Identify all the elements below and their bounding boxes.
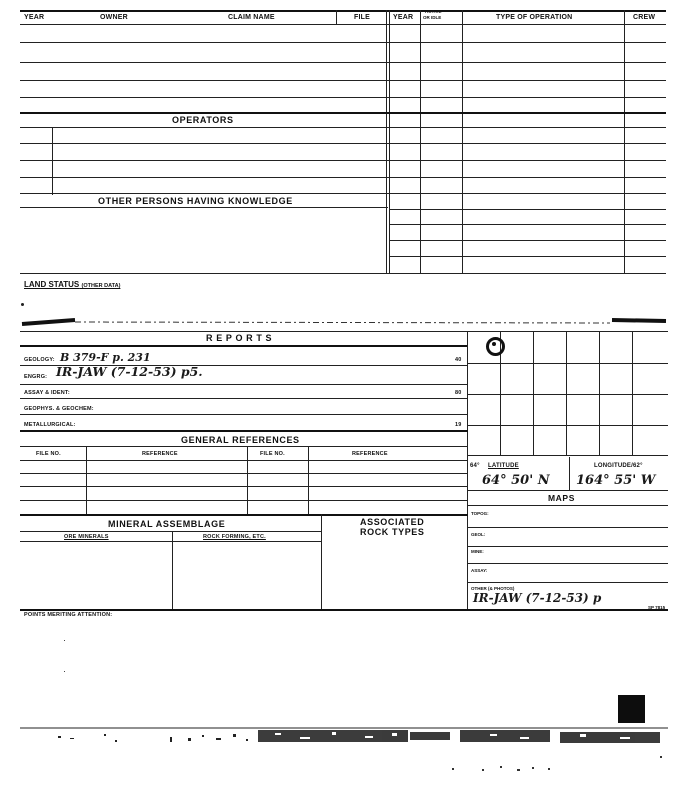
row-line [20, 398, 468, 399]
rock-forming-label: ROCK FORMING, ETC. [203, 534, 266, 540]
geology-num: 40 [455, 357, 462, 363]
circle-mark [486, 337, 505, 356]
ref-file-no-1: FILE NO. [36, 451, 61, 457]
other-persons-title: OTHER PERSONS HAVING KNOWLEDGE [98, 196, 293, 206]
sep [386, 10, 387, 274]
land-status-label [24, 281, 120, 290]
lat-prefix: 64° [470, 463, 480, 469]
row-line [20, 446, 468, 447]
maps-other-value: IR-JAW (7-12-53) p [473, 591, 602, 605]
header-type-of-operation: TYPE OF OPERATION [496, 14, 573, 21]
land-status-text: LAND STATUS [24, 280, 80, 289]
reports-title: R E P O R T S [206, 333, 273, 343]
engrg-value: IR-JAW (7-12-53) p5. [56, 364, 203, 379]
header-or-idle: OR IDLE [423, 15, 442, 20]
sep [624, 10, 625, 274]
geophys-label: GEOPHYS. & GEOCHEM: [24, 406, 94, 412]
circle-dot [492, 342, 496, 346]
assay-num: 80 [455, 390, 462, 396]
header-rule [20, 24, 666, 25]
row-line [389, 209, 666, 210]
row-line [20, 430, 468, 432]
geology-value: B 379-F p. 231 [60, 351, 151, 364]
ref-reference-2: REFERENCE [352, 451, 388, 457]
row-line [467, 363, 668, 364]
row-line [20, 112, 666, 114]
metallurgical-label: METALLURGICAL: [24, 422, 76, 428]
header-claim-name: CLAIM NAME [228, 14, 275, 21]
header-owner: OWNER [100, 14, 128, 21]
engrg-label: ENGRG: [24, 374, 48, 380]
row-line [20, 273, 666, 274]
row-line [20, 127, 666, 128]
row-line [389, 224, 666, 225]
row-line [20, 193, 666, 194]
row-line [467, 455, 668, 456]
sep [247, 446, 248, 514]
row-line [20, 460, 468, 461]
row-line [20, 80, 666, 81]
maps-topog: TOPOG: [471, 511, 489, 516]
row-line [20, 384, 468, 385]
row-line [20, 207, 388, 208]
row-line [20, 160, 666, 161]
mineral-assemblage-title: MINERAL ASSEMBLAGE [108, 519, 226, 529]
latitude-label: LATITUDE [488, 463, 519, 469]
ore-minerals-label: ORE MINERALS [64, 534, 109, 540]
sep [86, 446, 87, 514]
row-line [20, 177, 666, 178]
speck [64, 671, 65, 672]
bottom-scan-noise [20, 718, 668, 774]
latitude-value: 64° 50' N [482, 473, 550, 488]
row-line [467, 425, 668, 426]
row-line [20, 514, 468, 516]
associated-label: ASSOCIATED [360, 517, 425, 527]
assay-label: ASSAY & IDENT: [24, 390, 70, 396]
row-line [467, 582, 668, 583]
sep [172, 531, 173, 609]
header-active: ACTIVE [425, 9, 442, 14]
longitude-value: 164° 55' W [576, 473, 656, 488]
rock-types-label: ROCK TYPES [360, 527, 425, 537]
sep [321, 514, 322, 609]
row-line [20, 531, 321, 532]
row-line [20, 97, 666, 98]
row-line [467, 490, 668, 491]
maps-assay: ASSAY: [471, 568, 488, 573]
form-number: SP 7815 [648, 605, 666, 610]
geology-label: GEOLOGY: [24, 357, 55, 363]
header-file: FILE [354, 14, 370, 21]
row-line [467, 527, 668, 528]
operators-title: OPERATORS [172, 115, 234, 125]
row-line [467, 394, 668, 395]
row-line [20, 143, 666, 144]
row-line [20, 541, 321, 542]
top-rule [20, 10, 666, 12]
row-line [20, 609, 668, 611]
maps-other-label: OTHER (& PHOTOS) [471, 586, 515, 591]
sep [336, 10, 337, 24]
sep [533, 331, 534, 455]
sep [467, 331, 468, 610]
sep [632, 331, 633, 455]
reports-top-scribble [20, 316, 668, 330]
header-year-2: YEAR [393, 14, 414, 21]
row-line [467, 563, 668, 564]
sep [462, 10, 463, 274]
maps-mine: MINE: [471, 549, 484, 554]
row-line [20, 345, 468, 347]
maps-title: MAPS [548, 493, 575, 503]
points-meriting-attention: POINTS MERITING ATTENTION: [24, 612, 113, 618]
metallurgical-num: 19 [455, 422, 462, 428]
longitude-label: LONGITUDE/62° [594, 463, 643, 469]
land-status-note: (OTHER DATA) [81, 283, 121, 289]
row-line [467, 505, 668, 506]
row-line [389, 256, 666, 257]
speck [21, 303, 24, 306]
sep [566, 331, 567, 455]
row-line [20, 473, 468, 474]
row-line [20, 486, 468, 487]
row-line [20, 500, 468, 501]
row-line [20, 331, 668, 332]
header-year: YEAR [24, 14, 45, 21]
sep [569, 457, 570, 490]
sep [599, 331, 600, 455]
row-line [20, 414, 468, 415]
row-line [20, 62, 666, 63]
maps-geol: GEOL: [471, 532, 486, 537]
sep [52, 127, 53, 195]
row-line [389, 240, 666, 241]
row-line [20, 42, 666, 43]
ref-reference-1: REFERENCE [142, 451, 178, 457]
sep [420, 10, 421, 274]
row-line [467, 546, 668, 547]
ref-file-no-2: FILE NO. [260, 451, 285, 457]
speck [64, 640, 65, 641]
general-references-title: GENERAL REFERENCES [181, 435, 300, 445]
sep [308, 446, 309, 514]
header-crew: CREW [633, 14, 656, 21]
sep [389, 10, 390, 274]
